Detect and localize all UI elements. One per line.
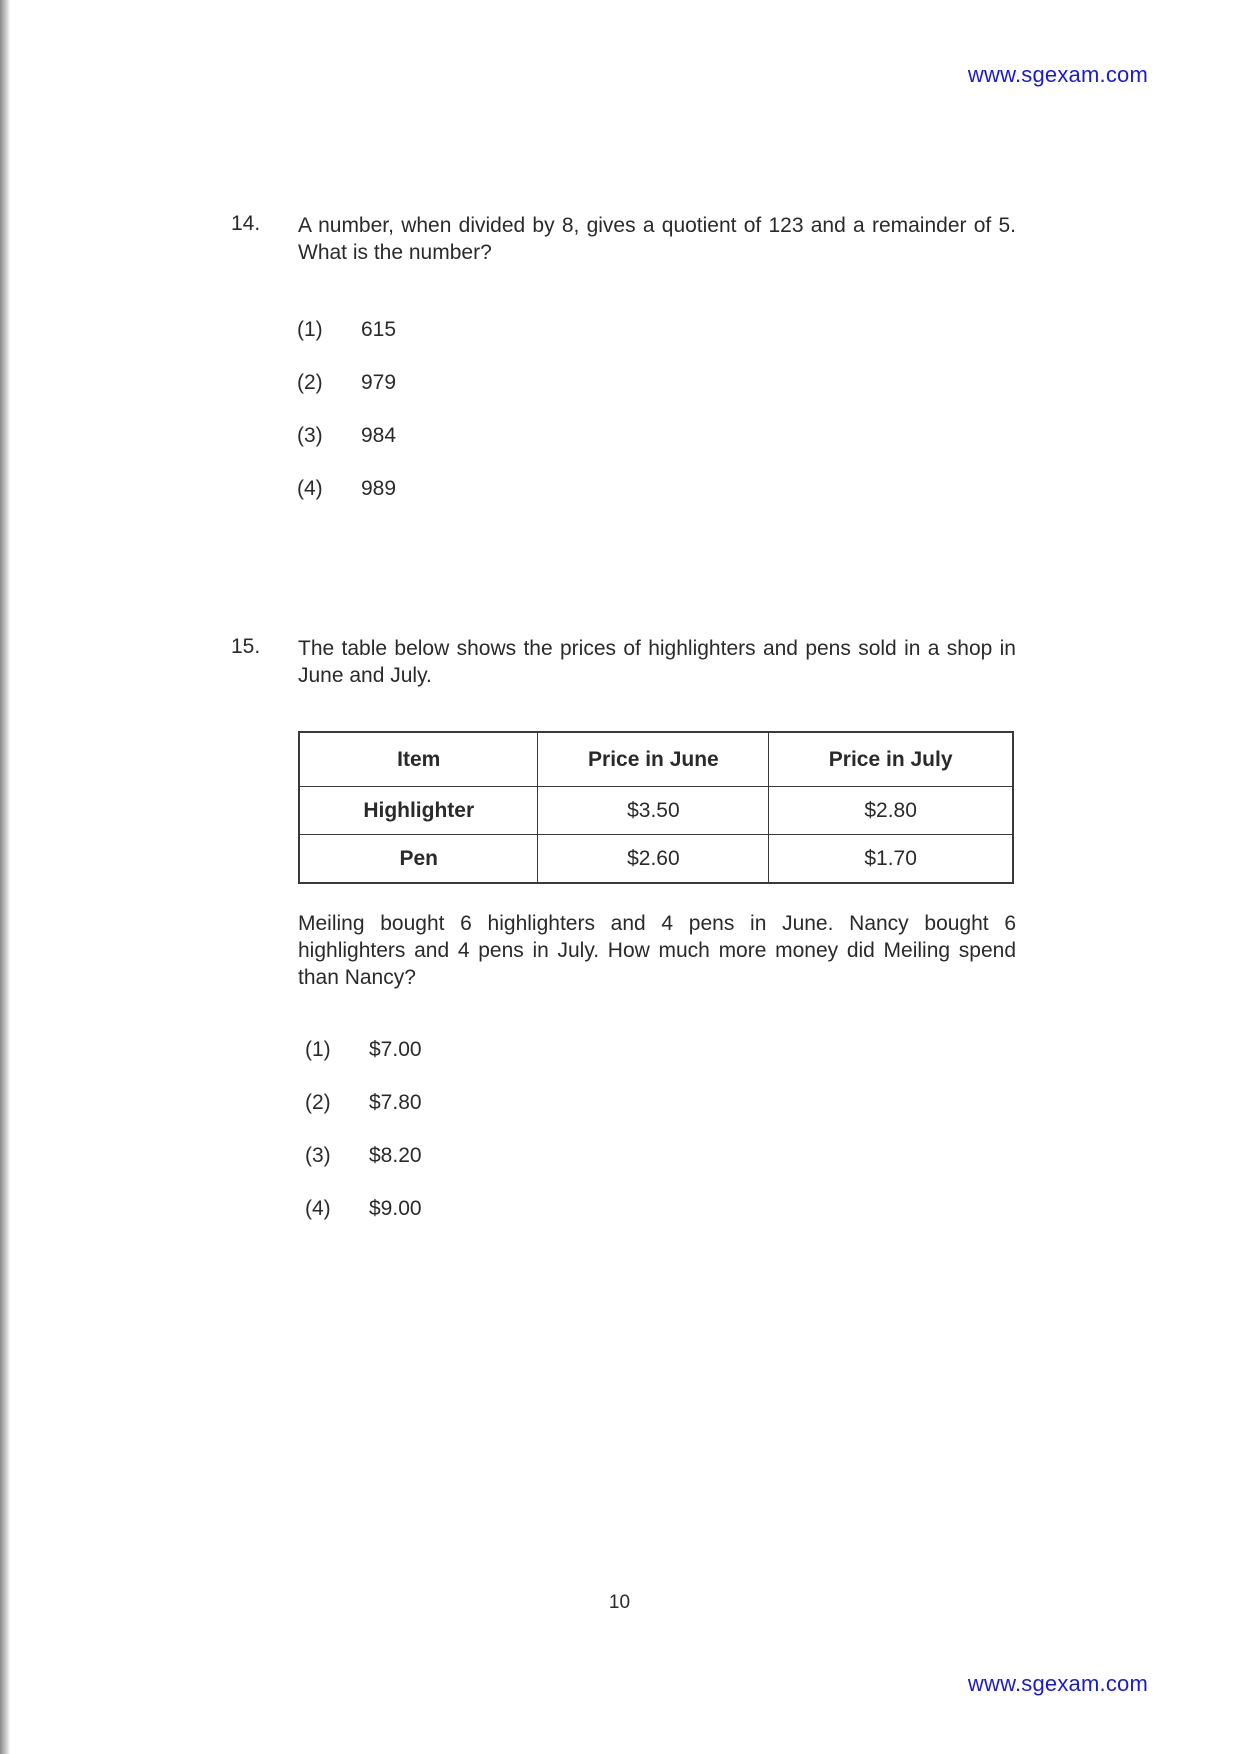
option-4[interactable] (297, 477, 1016, 530)
site-link-bottom[interactable]: www.sgexam.com (967, 1671, 1148, 1696)
option-label: (4) (297, 477, 323, 500)
option-2[interactable] (297, 371, 1016, 424)
answer-options (305, 1038, 1016, 1250)
table-cell-july: $2.80 (769, 787, 1013, 835)
option-label: (2) (297, 371, 323, 394)
table-cell-item: Highlighter (299, 787, 538, 835)
question-followup-text: Meiling bought 6 highlighters and 4 pens in June. Nancy bought 6 highlighters and 4 pens in July. How much more money did Meiling spend than Nancy? (298, 912, 1016, 989)
option-1[interactable] (297, 318, 1016, 371)
question-number: 14. (231, 212, 261, 235)
table-row (299, 835, 1013, 884)
table-cell-item: Pen (299, 835, 538, 884)
option-label: (3) (297, 424, 323, 447)
option-label: (4) (305, 1197, 331, 1220)
option-label: (2) (305, 1091, 331, 1114)
question-text: A number, when divided by 8, gives a quotient of 123 and a remainder of 5. What is the number? (298, 214, 1016, 264)
option-value: $8.20 (369, 1144, 422, 1167)
option-label: (1) (305, 1038, 331, 1061)
option-value: 615 (361, 318, 397, 341)
scan-edge-shadow (0, 0, 10, 1754)
option-1[interactable] (305, 1038, 1016, 1091)
header-price-june: Price in June (538, 732, 769, 787)
header-item: Item (299, 732, 538, 787)
question-number: 15. (231, 635, 261, 658)
option-value: $7.00 (369, 1038, 422, 1061)
option-value: 984 (361, 424, 397, 447)
option-value: 989 (361, 477, 397, 500)
table-row (299, 787, 1013, 835)
option-3[interactable] (297, 424, 1016, 477)
site-link-top[interactable]: www.sgexam.com (967, 62, 1148, 87)
option-label: (3) (305, 1144, 331, 1167)
header-price-july: Price in July (769, 732, 1013, 787)
option-value: 979 (361, 371, 397, 394)
answer-options (297, 318, 1016, 530)
question-14 (231, 212, 1016, 530)
table-cell-june: $3.50 (538, 787, 769, 835)
table-header-row (299, 732, 1013, 787)
option-2[interactable] (305, 1091, 1016, 1144)
option-value: $7.80 (369, 1091, 422, 1114)
table-cell-july: $1.70 (769, 835, 1013, 884)
price-table (298, 731, 1014, 884)
option-label: (1) (297, 318, 323, 341)
option-value: $9.00 (369, 1197, 422, 1220)
question-text: The table below shows the prices of highlighters and pens sold in a shop in June and July. (298, 637, 1016, 687)
question-15 (231, 635, 1016, 1250)
page-number: 10 (608, 1592, 631, 1613)
option-3[interactable] (305, 1144, 1016, 1197)
table-cell-june: $2.60 (538, 835, 769, 884)
option-4[interactable] (305, 1197, 1016, 1250)
